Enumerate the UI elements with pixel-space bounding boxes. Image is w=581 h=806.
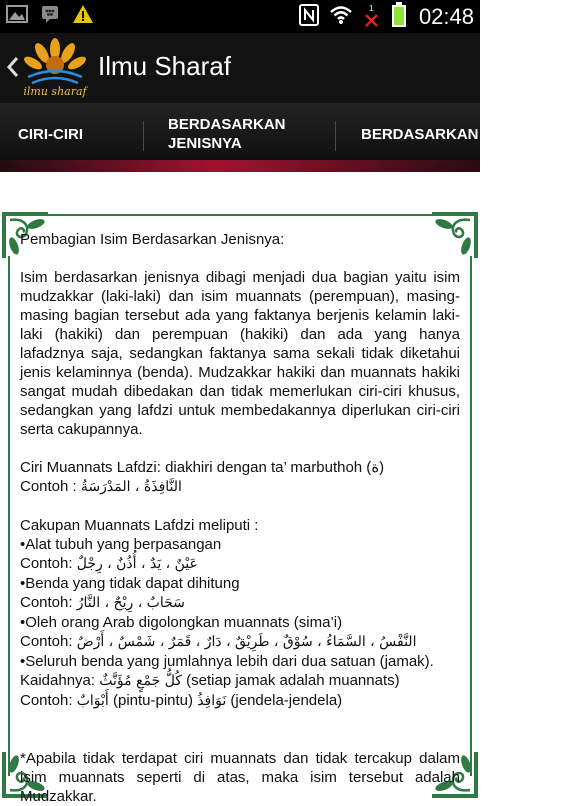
wifi-icon bbox=[329, 5, 353, 29]
tab-divider bbox=[143, 121, 144, 151]
list-item: •Seluruh benda yang jumlahnya lebih dari dua satuan (jamak). bbox=[20, 653, 434, 670]
border-top bbox=[46, 214, 434, 216]
tab-berdasarkan-jmlh-benda[interactable]: BERDASARKAN JMLH BENDA bbox=[361, 125, 581, 143]
svg-text:1: 1 bbox=[368, 4, 374, 13]
no-signal-icon bbox=[363, 3, 381, 31]
app-title: Ilmu Sharaf bbox=[98, 51, 231, 81]
logo-text: ilmu sharaf bbox=[23, 85, 87, 98]
tab-bar bbox=[0, 103, 581, 172]
cakupan-heading: Cakupan Muannats Lafdzi meliputi : bbox=[20, 517, 259, 534]
content-card bbox=[0, 210, 480, 805]
status-bar bbox=[0, 0, 480, 33]
tab-ciri-ciri[interactable]: CIRI-CIRI bbox=[18, 125, 83, 143]
action-bar bbox=[0, 33, 480, 103]
battery-icon bbox=[391, 2, 407, 32]
ciri-example: Contoh : النَّافِذَةُ ، المَدْرَسَةُ bbox=[20, 478, 182, 495]
list-item: •Benda yang tidak dapat dihitung bbox=[20, 575, 240, 592]
nfc-icon bbox=[299, 4, 319, 30]
kaidah-example: Contoh: أَبْوَابٌ (pintu-pintu) نَوَافِذُ (jendela-jendela) bbox=[20, 692, 343, 709]
border-left bbox=[8, 256, 10, 776]
article-heading: Pembagian Isim Berdasarkan Jenisnya: bbox=[20, 231, 285, 248]
list-item: •Oleh orang Arab digolongkan muannats (sima’i) bbox=[20, 614, 343, 631]
article-paragraph: Isim berdasarkan jenisnya dibagi menjadi dua bagian yaitu isim mudzakkar (laki-laki) dan isim muannats (perempuan), masing-masing bagian tersebut ada yang faktanya berjenis kelamin laki-laki (hakiki) dan perempuan (hakiki) dan ada yang hanya lafadznya saja, sedangkan faktanya sama sekali tidak diketahui jenis kelaminnya (benda). Mudzakkar hakiki dan muannats hakiki sangat mudah dibedakan dan tidak memerlukan ciri-ciri khusus, sedangkan yang lafdzi untuk membedakannya diperlukan ciri-ciri serta cakupannya. bbox=[20, 269, 460, 438]
list-item-example: Contoh: النَّفْسُ ، السَّمَاءُ ، سُوْقٌ ، طَرِيْقٌ ، دَارٌ ، قَمَرٌ ، شَمْسٌ ، أَرْضٌ bbox=[20, 633, 417, 650]
image-icon bbox=[6, 4, 28, 28]
border-right bbox=[470, 256, 472, 776]
article-content bbox=[20, 230, 460, 806]
tab-berdasarkan-jenisnya[interactable]: BERDASARKAN JENISNYA bbox=[168, 116, 286, 152]
list-item-example: Contoh: عَيْنٌ ، يَدٌ ، أُذُنٌ ، رِجْلٌ bbox=[20, 555, 198, 572]
list-item-example: Contoh: سَحَابٌ ، رِيْحٌ ، النَّارُ bbox=[20, 594, 185, 611]
warning-icon bbox=[72, 4, 94, 28]
ciri-line: Ciri Muannats Lafdzi: diakhiri dengan ta’ marbuthoh (ة) bbox=[20, 459, 385, 476]
kaidah-line: Kaidahnya: كُلُّ جَمْعٍ مُؤَنَّثٌ (setiap jamak adalah muannats) bbox=[20, 672, 400, 689]
app-logo[interactable] bbox=[20, 37, 90, 99]
footnote: *Apabila tidak terdapat ciri muannats dan tidak tercakup dalam isim muannats seperti di atas, maka isim tersebut adalah Mudzakkar. bbox=[20, 750, 460, 805]
bbm-icon bbox=[40, 4, 60, 28]
status-time: 02:48 bbox=[418, 4, 474, 29]
list-item: •Alat tubuh yang berpasangan bbox=[20, 536, 222, 553]
tab-divider bbox=[335, 121, 336, 151]
